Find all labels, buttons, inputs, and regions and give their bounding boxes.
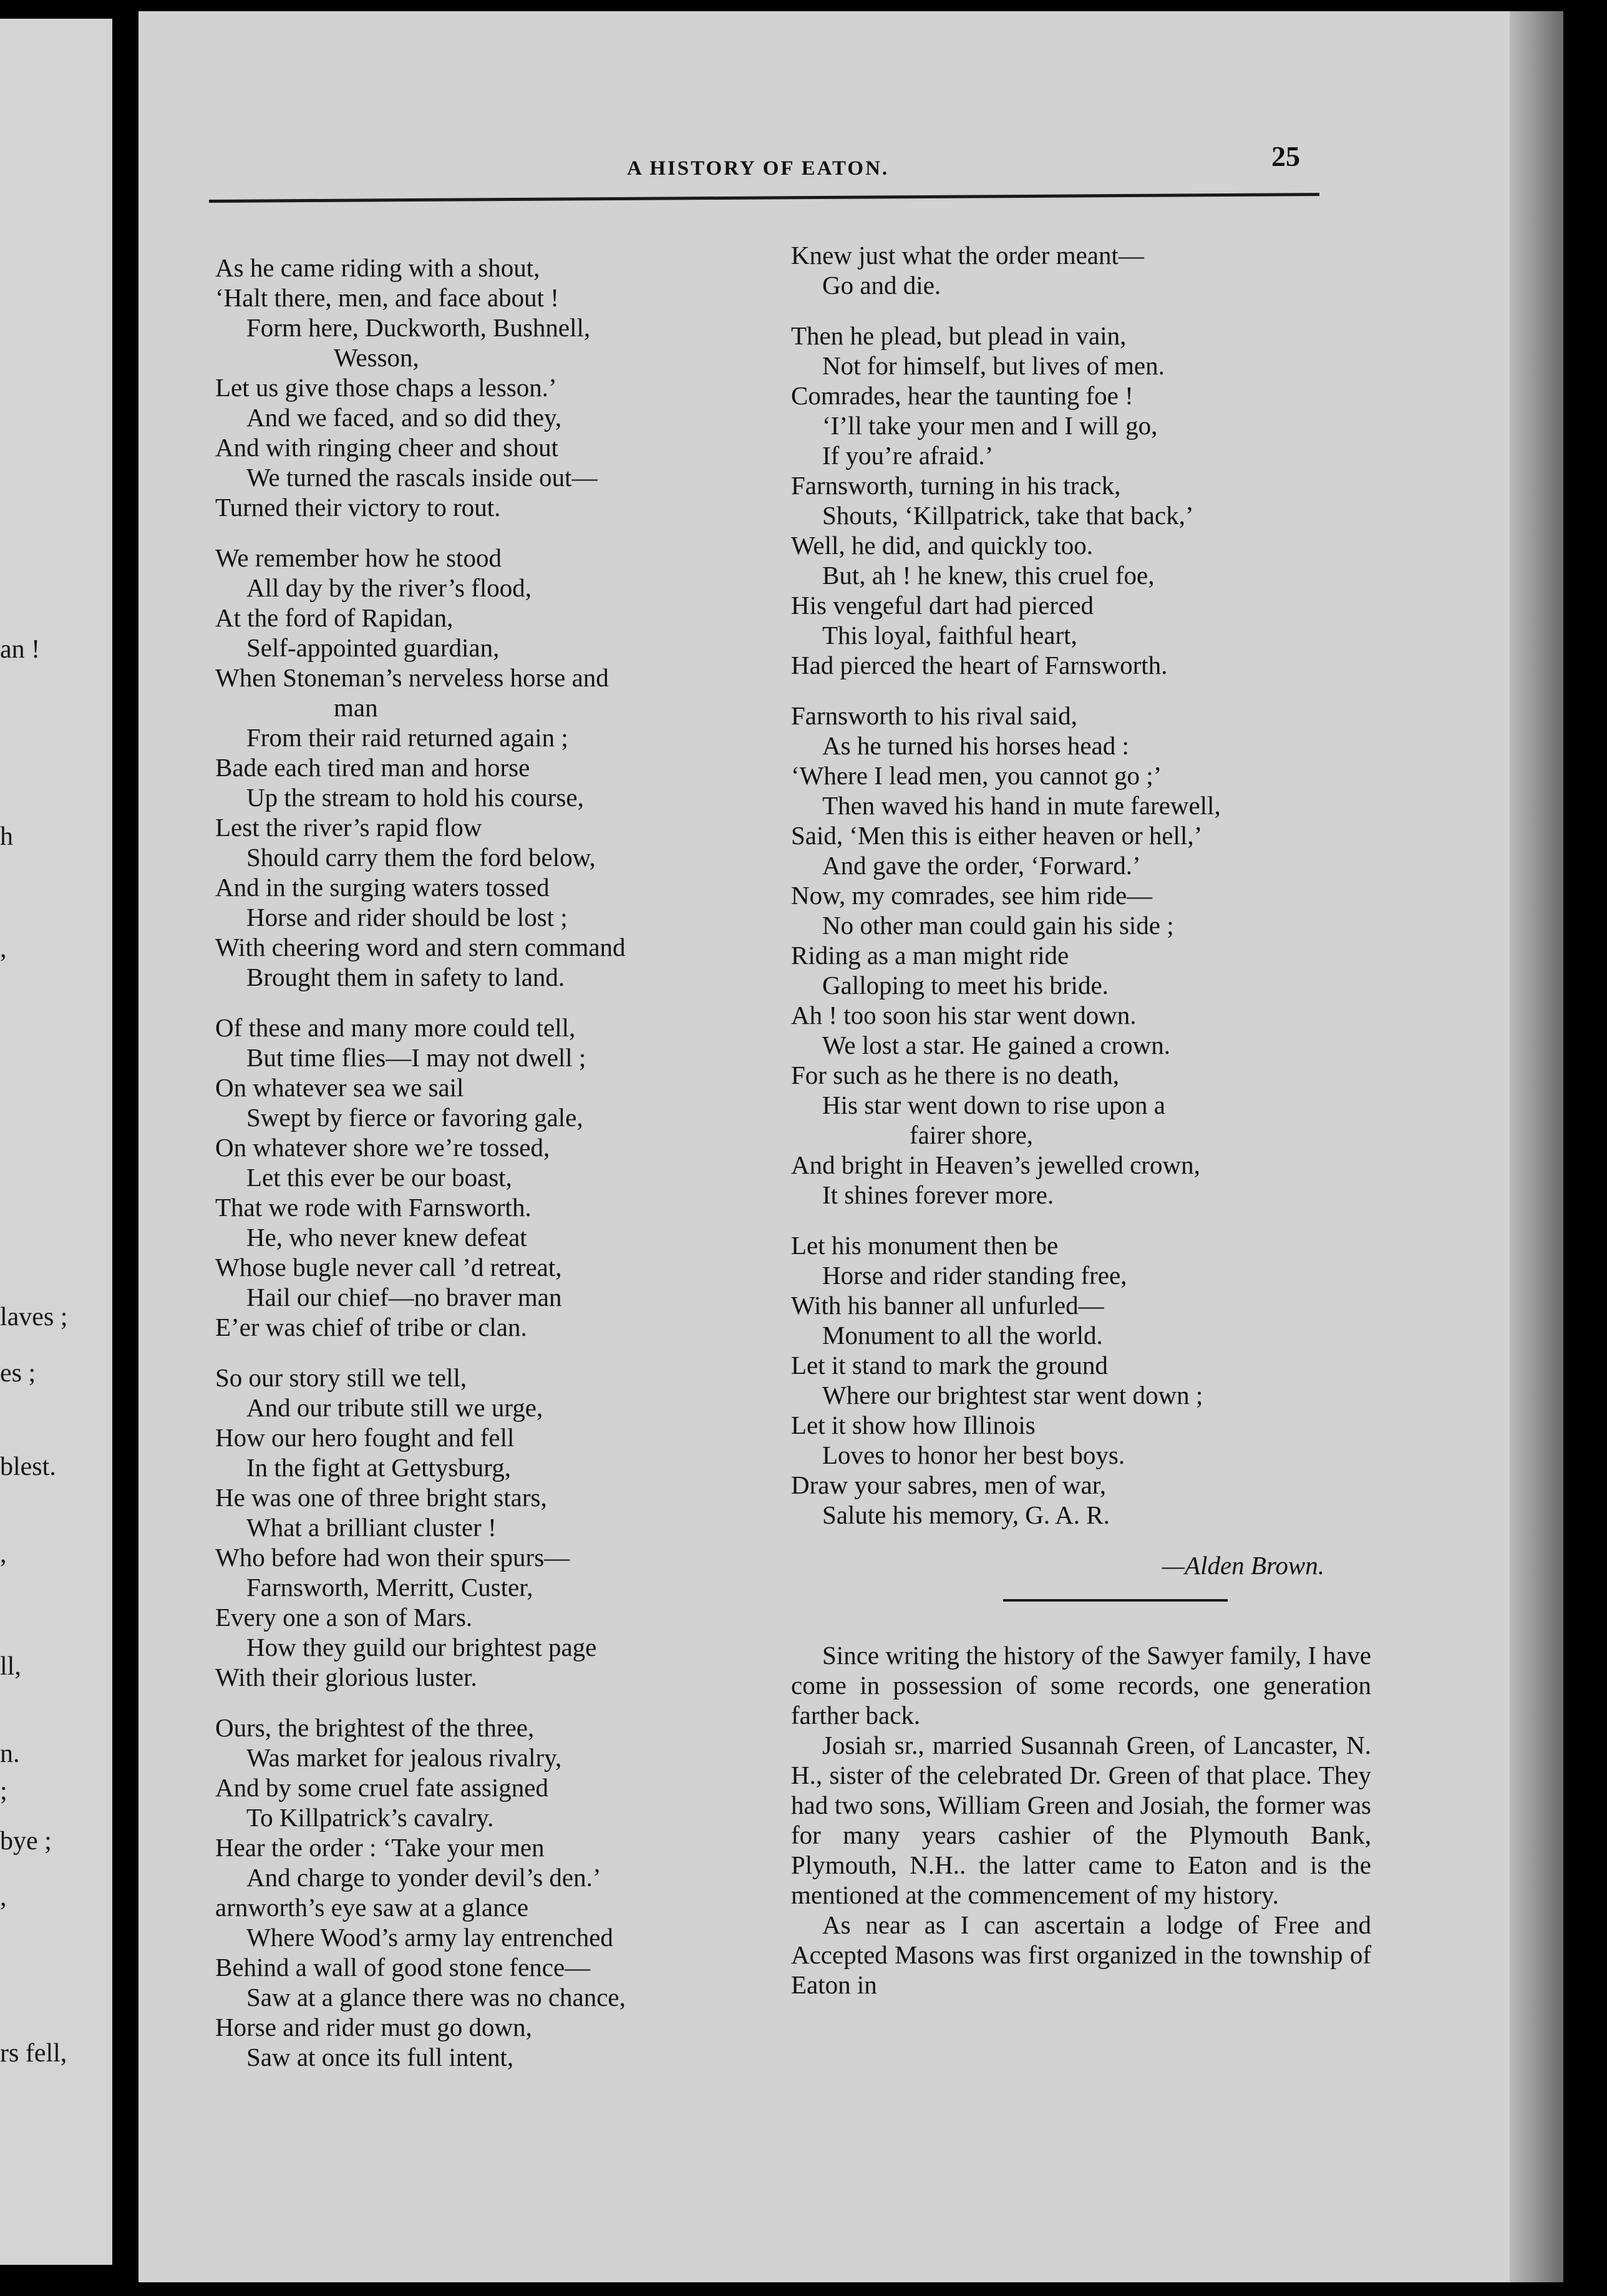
poem-line: Hear the order : ‘Take your men <box>215 1833 545 1862</box>
poem-line: In the fight at Gettysburg, <box>246 1453 511 1482</box>
section-separator <box>1003 1599 1228 1602</box>
poem-stanza <box>791 321 1384 680</box>
page-edge <box>1510 11 1563 2282</box>
poem-line: Who before had won their spurs— <box>215 1543 570 1572</box>
poem-line: arnworth’s eye saw at a glance <box>215 1893 529 1922</box>
poem-line: So our story still we tell, <box>215 1363 467 1392</box>
poem-line: His star went down to rise upon a <box>822 1091 1165 1119</box>
poem-line: It shines forever more. <box>822 1180 1054 1209</box>
poem-line: With cheering word and stern command <box>215 933 626 961</box>
poem-line: Should carry them the ford below, <box>246 843 596 872</box>
poem-line: Had pierced the heart of Farnsworth. <box>791 651 1168 679</box>
poem-line: As he came riding with a shout, <box>215 253 540 282</box>
margin-fragment: , <box>0 1883 7 1912</box>
margin-fragment: n. <box>0 1739 20 1768</box>
poem-line: Loves to honor her best boys. <box>822 1441 1125 1469</box>
poem-line: How our hero fought and fell <box>215 1423 515 1452</box>
poem-line: Horse and rider standing free, <box>822 1261 1127 1290</box>
poem-line: Let it show how Illinois <box>791 1411 1036 1439</box>
poem-line: Salute his memory, G. A. R. <box>822 1501 1110 1529</box>
adjacent-page-fragment <box>0 19 112 2265</box>
poem-line: Farnsworth to his rival said, <box>791 701 1077 730</box>
poem-line: Not for himself, but lives of men. <box>822 351 1165 380</box>
margin-fragment: blest. <box>0 1452 56 1481</box>
poem-stanza <box>791 1230 1384 1530</box>
poem-line: Farnsworth, turning in his track, <box>791 471 1121 500</box>
poem-line: For such as he there is no death, <box>791 1061 1120 1089</box>
margin-fragment: , <box>0 1540 7 1569</box>
poem-line: On whatever shore we’re tossed, <box>215 1133 550 1162</box>
poem-line: And gave the order, ‘Forward.’ <box>822 851 1141 880</box>
margin-fragment: laves ; <box>0 1303 68 1331</box>
poem-line: That we rode with Farnsworth. <box>215 1193 532 1222</box>
poem-line: Let it stand to mark the ground <box>791 1351 1108 1379</box>
poem-stanza <box>215 1713 777 2072</box>
poem-line: When Stoneman’s nerveless horse and <box>215 663 609 692</box>
poem-line: Then he plead, but plead in vain, <box>791 321 1127 350</box>
poem-line: Was market for jealous rivalry, <box>246 1743 562 1772</box>
poem-line: Up the stream to hold his course, <box>246 783 584 812</box>
prose-section <box>791 1640 1371 2000</box>
poem-line: If you’re afraid.’ <box>822 441 994 470</box>
poem-line: Whose bugle never call ’d retreat, <box>215 1253 562 1282</box>
prose-paragraph: Since writing the history of the Sawyer family, I have come in possession of some records, one generation farther back. <box>791 1641 1371 1729</box>
running-head: A HISTORY OF EATON. <box>627 157 890 180</box>
poem-line: Ah ! too soon his star went down. <box>791 1001 1137 1029</box>
poem-line: Behind a wall of good stone fence— <box>215 1953 591 1982</box>
poem-line: This loyal, faithful heart, <box>822 621 1077 649</box>
poem-line: All day by the river’s flood, <box>246 573 532 602</box>
poem-line: Let this ever be our boast, <box>246 1163 512 1192</box>
poem-line: We lost a star. He gained a crown. <box>822 1031 1170 1059</box>
poem-line: Hail our chief—no braver man <box>246 1283 562 1311</box>
poem-stanza <box>215 253 777 522</box>
margin-fragment: h <box>0 822 13 851</box>
poem-line: And bright in Heaven’s jewelled crown, <box>791 1150 1200 1179</box>
poem-line: And we faced, and so did they, <box>246 403 562 432</box>
margin-fragment: an ! <box>0 635 41 664</box>
margin-fragment: rs fell, <box>0 2039 67 2068</box>
poem-line: Horse and rider must go down, <box>215 2013 532 2041</box>
poem-stanza <box>215 1363 777 1692</box>
poem-line: Saw at a glance there was no chance, <box>246 1983 626 2011</box>
poem-line: Turned their victory to rout. <box>215 493 501 522</box>
poem-line: Wesson, <box>334 343 419 372</box>
poem-line: On whatever sea we sail <box>215 1073 464 1102</box>
poem-line: Riding as a man might ride <box>791 941 1069 970</box>
page-number: 25 <box>1271 140 1300 172</box>
poem-line: Go and die. <box>822 271 941 299</box>
poem-column-left <box>215 253 777 2093</box>
poem-line: How they guild our brightest page <box>246 1633 597 1661</box>
poem-stanza <box>791 240 1384 300</box>
poem-line: Of these and many more could tell, <box>215 1013 576 1042</box>
poem-line: His vengeful dart had pierced <box>791 591 1094 620</box>
poem-line: Brought them in safety to land. <box>246 963 565 991</box>
poem-line: And with ringing cheer and shout <box>215 433 558 462</box>
prose-paragraph: As near as I can ascertain a lodge of Free and Accepted Masons was first organized in the township of Eaton in <box>791 1910 1371 1999</box>
poem-line: He, who never knew defeat <box>246 1223 527 1252</box>
margin-fragment: ; <box>0 1777 7 1806</box>
poem-line: Well, he did, and quickly too. <box>791 531 1094 560</box>
poem-line: ‘Halt there, men, and face about ! <box>215 283 559 312</box>
poem-line: But, ah ! he knew, this cruel foe, <box>822 561 1155 590</box>
poem-signature: —Alden Brown. <box>1162 1551 1324 1580</box>
poem-line: Let his monument then be <box>791 1231 1059 1260</box>
poem-column-right <box>791 240 1384 2000</box>
poem-line: ‘Where I lead men, you cannot go ;’ <box>791 761 1162 790</box>
margin-fragment: , <box>0 935 7 963</box>
poem-line: Let us give those chaps a lesson.’ <box>215 373 557 402</box>
poem-line: And in the surging waters tossed <box>215 873 550 902</box>
poem-line: Where Wood’s army lay entrenched <box>246 1923 613 1952</box>
margin-fragment: bye ; <box>0 1827 52 1856</box>
poem-line: Shouts, ‘Killpatrick, take that back,’ <box>822 501 1194 530</box>
poem-line: Galloping to meet his bride. <box>822 971 1109 1000</box>
poem-line: We turned the rascals inside out— <box>246 463 598 492</box>
poem-line: Horse and rider should be lost ; <box>246 903 568 932</box>
poem-line: Bade each tired man and horse <box>215 753 530 782</box>
poem-line: At the ford of Rapidan, <box>215 603 454 632</box>
poem-line: From their raid returned again ; <box>246 723 568 752</box>
poem-line: Every one a son of Mars. <box>215 1603 473 1632</box>
poem-line: We remember how he stood <box>215 543 502 572</box>
poem-line: Saw at once its full intent, <box>246 2043 514 2071</box>
poem-line: No other man could gain his side ; <box>822 911 1174 940</box>
poem-line: Ours, the brightest of the three, <box>215 1713 535 1742</box>
poem-line: man <box>334 693 378 722</box>
prose-paragraph: Josiah sr., married Susannah Green, of Lancaster, N. H., sister of the celebrated Dr. Green of that place. They had two sons, William Green and Josiah, the former was for many years cashier of the Plymouth Bank, Plymouth, N.H.. the latter came to Eaton and is the mentioned at the commencement of my history. <box>791 1731 1371 1909</box>
margin-fragment: es ; <box>0 1359 36 1388</box>
poem-line: Draw your sabres, men of war, <box>791 1471 1106 1499</box>
poem-line: Lest the river’s rapid flow <box>215 813 482 842</box>
poem-line: To Killpatrick’s cavalry. <box>246 1803 494 1832</box>
poem-line: ‘I’ll take your men and I will go, <box>822 411 1158 440</box>
poem-line: Said, ‘Men this is either heaven or hell,’ <box>791 821 1203 850</box>
poem-line: Where our brightest star went down ; <box>822 1381 1203 1409</box>
poem-line: With their glorious luster. <box>215 1663 477 1691</box>
poem-line: And by some cruel fate assigned <box>215 1773 548 1802</box>
poem-line: And our tribute still we urge, <box>246 1393 543 1422</box>
poem-line: Monument to all the world. <box>822 1321 1103 1350</box>
poem-line: Swept by fierce or favoring gale, <box>246 1103 583 1132</box>
poem-line: Self-appointed guardian, <box>246 633 500 662</box>
poem-line: Then waved his hand in mute farewell, <box>822 791 1221 820</box>
poem-stanza <box>215 1013 777 1342</box>
poem-line: fairer shore, <box>910 1121 1034 1149</box>
poem-line: E’er was chief of tribe or clan. <box>215 1313 527 1341</box>
poem-line: Now, my comrades, see him ride— <box>791 881 1153 910</box>
poem-line: Form here, Duckworth, Bushnell, <box>246 313 591 342</box>
poem-stanza <box>215 543 777 992</box>
margin-fragment: ll, <box>0 1652 21 1681</box>
poem-stanza <box>791 701 1384 1210</box>
poem-line: And charge to yonder devil’s den.’ <box>246 1863 601 1892</box>
poem-line: With his banner all unfurled— <box>791 1291 1104 1320</box>
poem-line: Comrades, hear the taunting foe ! <box>791 381 1134 410</box>
poem-line: He was one of three bright stars, <box>215 1483 547 1512</box>
poem-line: As he turned his horses head : <box>822 731 1129 760</box>
poem-line: Knew just what the order meant— <box>791 241 1144 270</box>
poem-line: But time flies—I may not dwell ; <box>246 1043 586 1072</box>
poem-line: Farnsworth, Merritt, Custer, <box>246 1573 533 1602</box>
poem-line: What a brilliant cluster ! <box>246 1513 497 1542</box>
